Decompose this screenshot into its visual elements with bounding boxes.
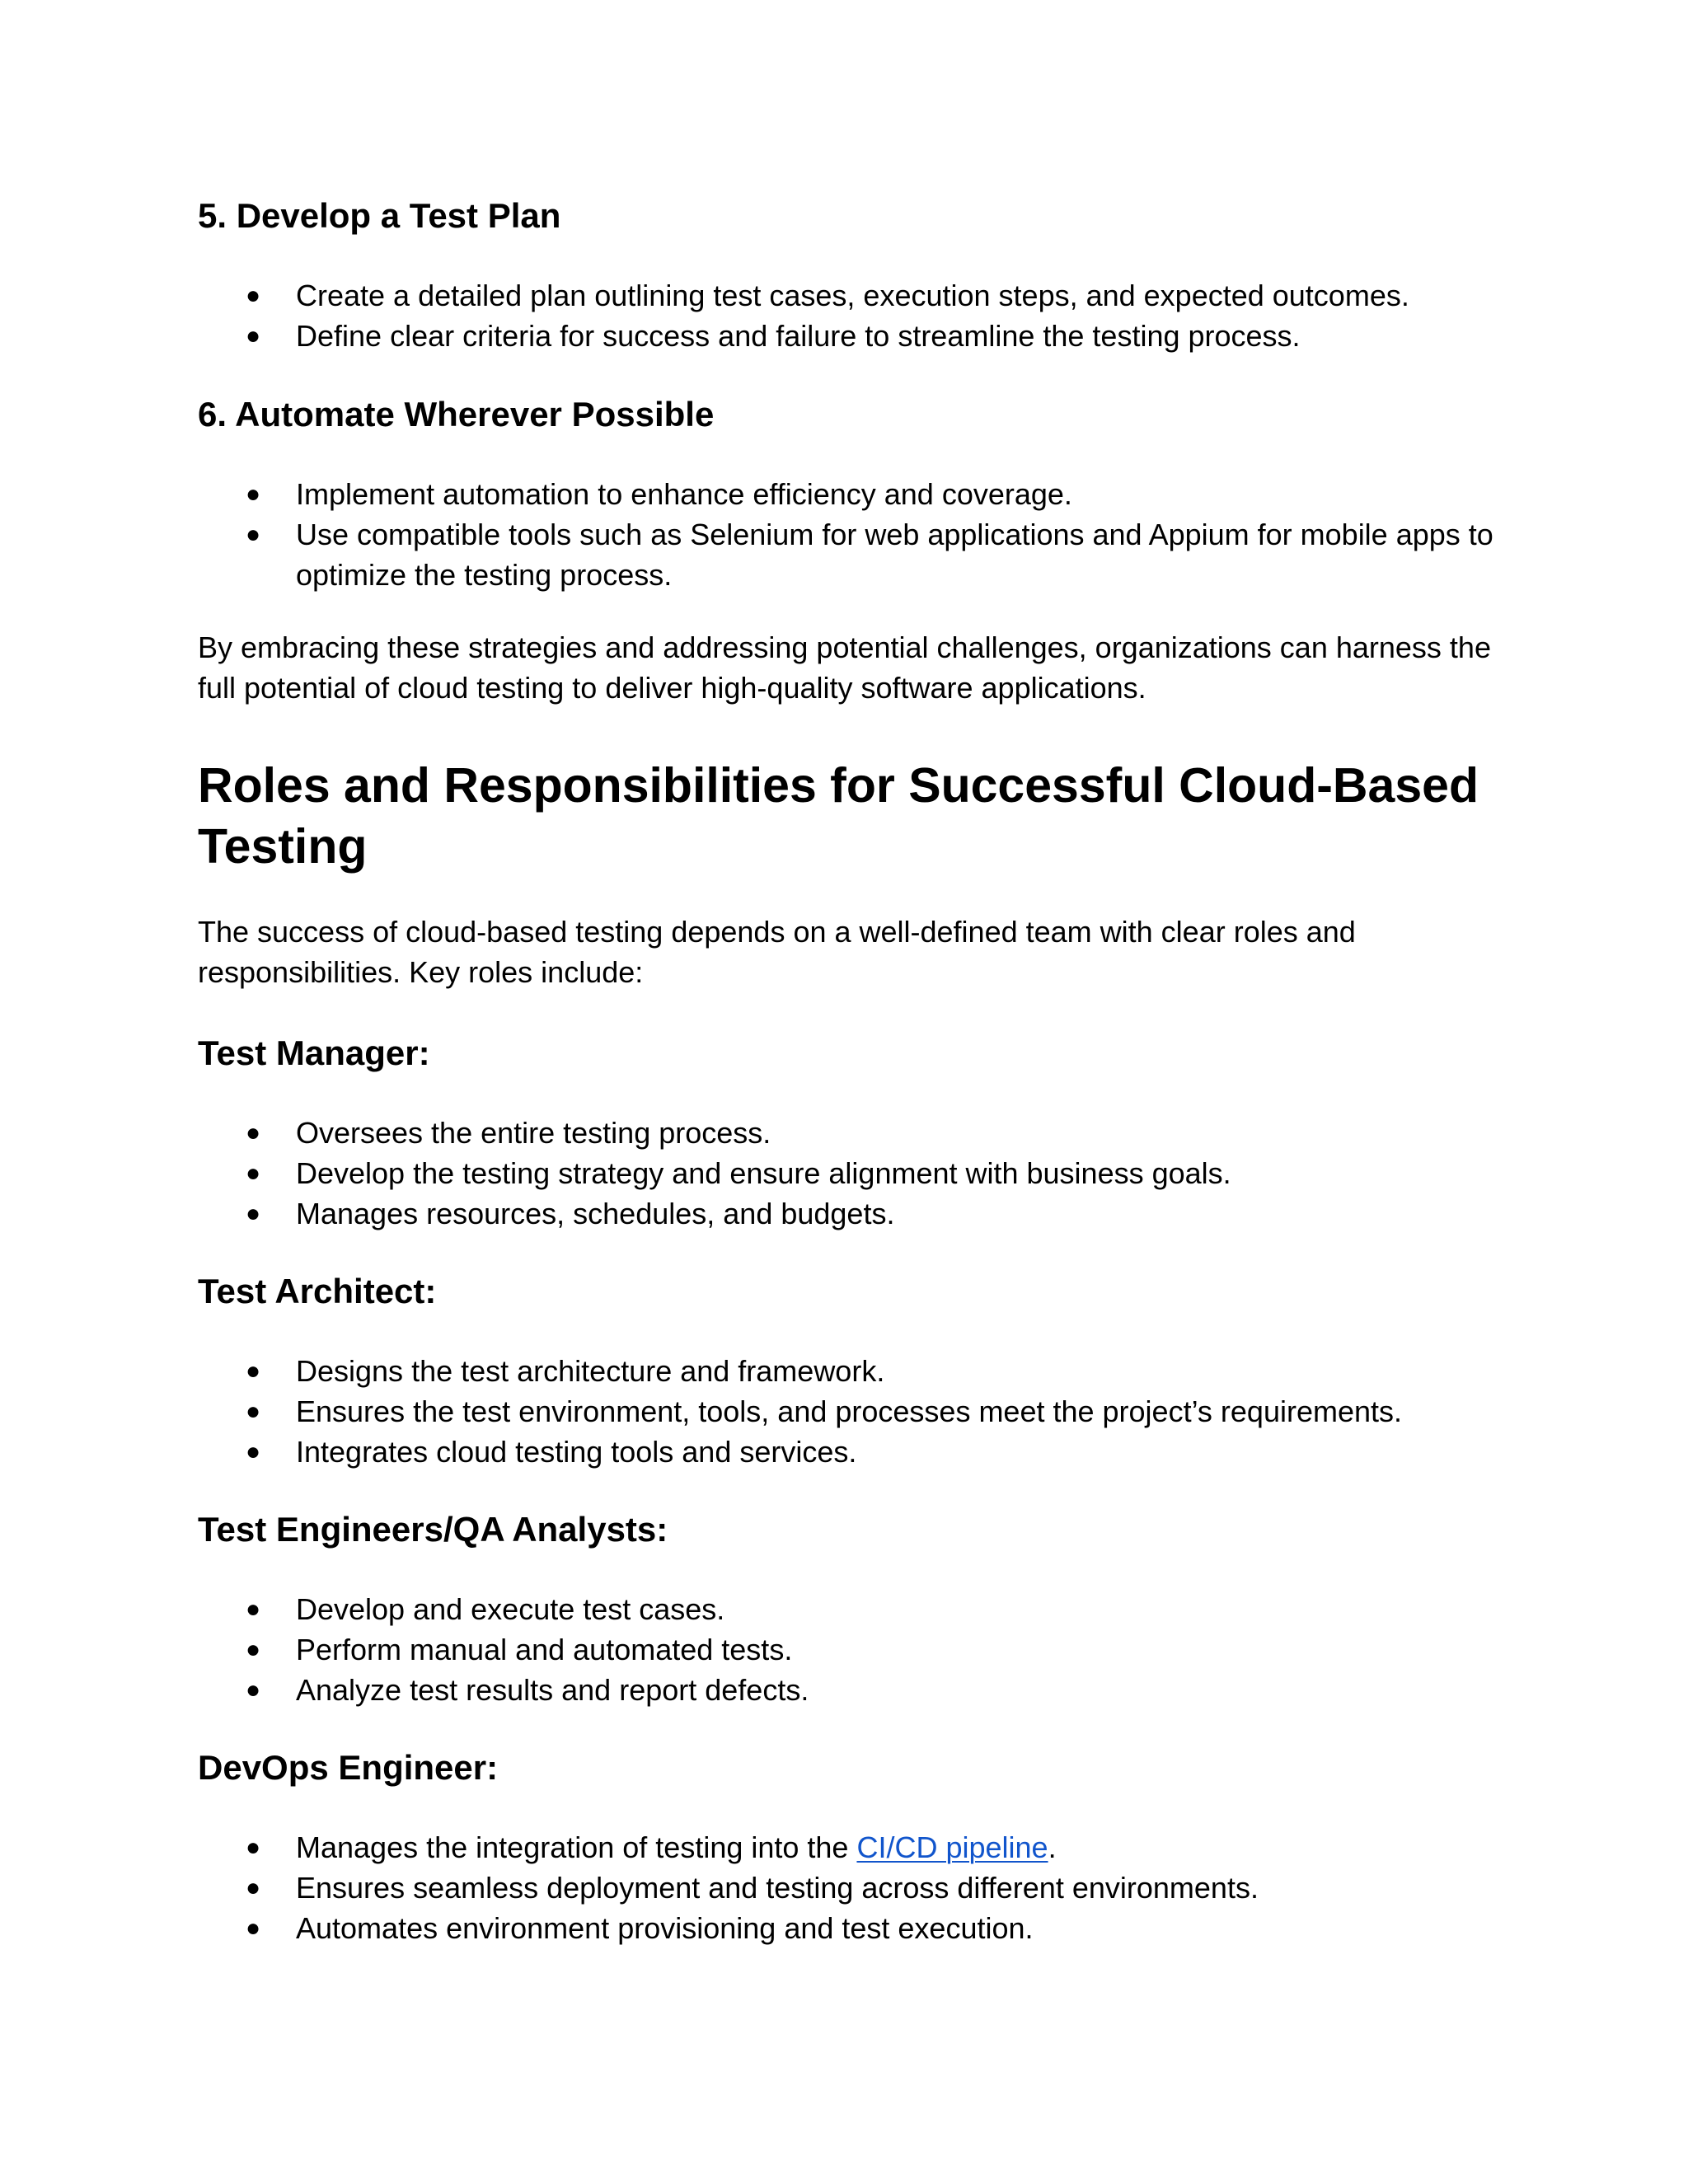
section-title-roles: Roles and Responsibilities for Successful Cloud-Based Testing bbox=[198, 758, 1479, 874]
bullet-icon: ● bbox=[246, 322, 261, 349]
bullet-list-test-plan bbox=[198, 275, 1525, 356]
bullet-icon: ● bbox=[246, 1357, 261, 1385]
bullet-icon: ● bbox=[246, 1915, 261, 1942]
heading-test-engineers: Test Engineers/QA Analysts: bbox=[198, 1510, 668, 1549]
list-item: ● Perform manual and automated tests. bbox=[198, 1629, 1525, 1670]
bullet-icon: ● bbox=[246, 1160, 261, 1187]
bullet-list-test-engineers bbox=[198, 1589, 1525, 1710]
list-item: ● Manages resources, schedules, and budgets. bbox=[198, 1193, 1525, 1234]
list-item: ● Manages the integration of testing into the CI/CD pipeline. bbox=[198, 1827, 1525, 1868]
bullet-icon: ● bbox=[246, 1596, 261, 1623]
ci-cd-pipeline-link[interactable]: CI/CD pipeline bbox=[856, 1830, 1048, 1864]
list-item: ● Define clear criteria for success and failure to streamline the testing process. bbox=[198, 316, 1525, 356]
bullet-icon: ● bbox=[246, 282, 261, 309]
bullet-icon: ● bbox=[246, 1398, 261, 1425]
list-item: ● Implement automation to enhance efficiency and coverage. bbox=[198, 474, 1525, 514]
list-item: ● Oversees the entire testing process. bbox=[198, 1113, 1525, 1153]
bullet-icon: ● bbox=[246, 521, 261, 548]
bullet-icon: ● bbox=[246, 1438, 261, 1465]
bullet-list-devops bbox=[198, 1827, 1525, 1948]
list-item: ● Use compatible tools such as Selenium for web applications and Appium for mobile apps to optimize the testing process. bbox=[198, 514, 1525, 595]
bullet-icon: ● bbox=[246, 1874, 261, 1901]
bullet-icon: ● bbox=[246, 1119, 261, 1146]
closing-paragraph: By embracing these strategies and addressing potential challenges, organizations can harness the full potential of cloud testing to deliver high-quality software applications. bbox=[198, 630, 1491, 705]
heading-automate: 6. Automate Wherever Possible bbox=[198, 395, 715, 434]
list-item: ● Develop and execute test cases. bbox=[198, 1589, 1525, 1629]
bullet-icon: ● bbox=[246, 480, 261, 508]
heading-test-architect: Test Architect: bbox=[198, 1272, 437, 1310]
bullet-list-test-architect bbox=[198, 1351, 1525, 1472]
list-item: ● Ensures seamless deployment and testing across different environments. bbox=[198, 1868, 1525, 1908]
bullet-icon: ● bbox=[246, 1676, 261, 1704]
bullet-icon: ● bbox=[246, 1636, 261, 1663]
bullet-list-test-manager bbox=[198, 1113, 1525, 1234]
list-item: ● Designs the test architecture and framework. bbox=[198, 1351, 1525, 1391]
bullet-list-automate bbox=[198, 474, 1525, 595]
list-item: ● Create a detailed plan outlining test cases, execution steps, and expected outcomes. bbox=[198, 275, 1525, 316]
list-item: ● Integrates cloud testing tools and services. bbox=[198, 1432, 1525, 1472]
roles-intro-paragraph: The success of cloud-based testing depends on a well-defined team with clear roles and responsibilities. Key roles include: bbox=[198, 915, 1356, 989]
bullet-icon: ● bbox=[246, 1834, 261, 1861]
list-item: ● Ensures the test environment, tools, and processes meet the project’s requirements. bbox=[198, 1391, 1525, 1432]
heading-devops-engineer: DevOps Engineer: bbox=[198, 1748, 499, 1787]
list-item: ● Analyze test results and report defects. bbox=[198, 1670, 1525, 1710]
heading-test-manager: Test Manager: bbox=[198, 1033, 430, 1072]
list-item: ● Develop the testing strategy and ensure alignment with business goals. bbox=[198, 1153, 1525, 1193]
list-item: ● Automates environment provisioning and test execution. bbox=[198, 1908, 1525, 1948]
bullet-icon: ● bbox=[246, 1200, 261, 1227]
heading-develop-test-plan: 5. Develop a Test Plan bbox=[198, 196, 561, 235]
